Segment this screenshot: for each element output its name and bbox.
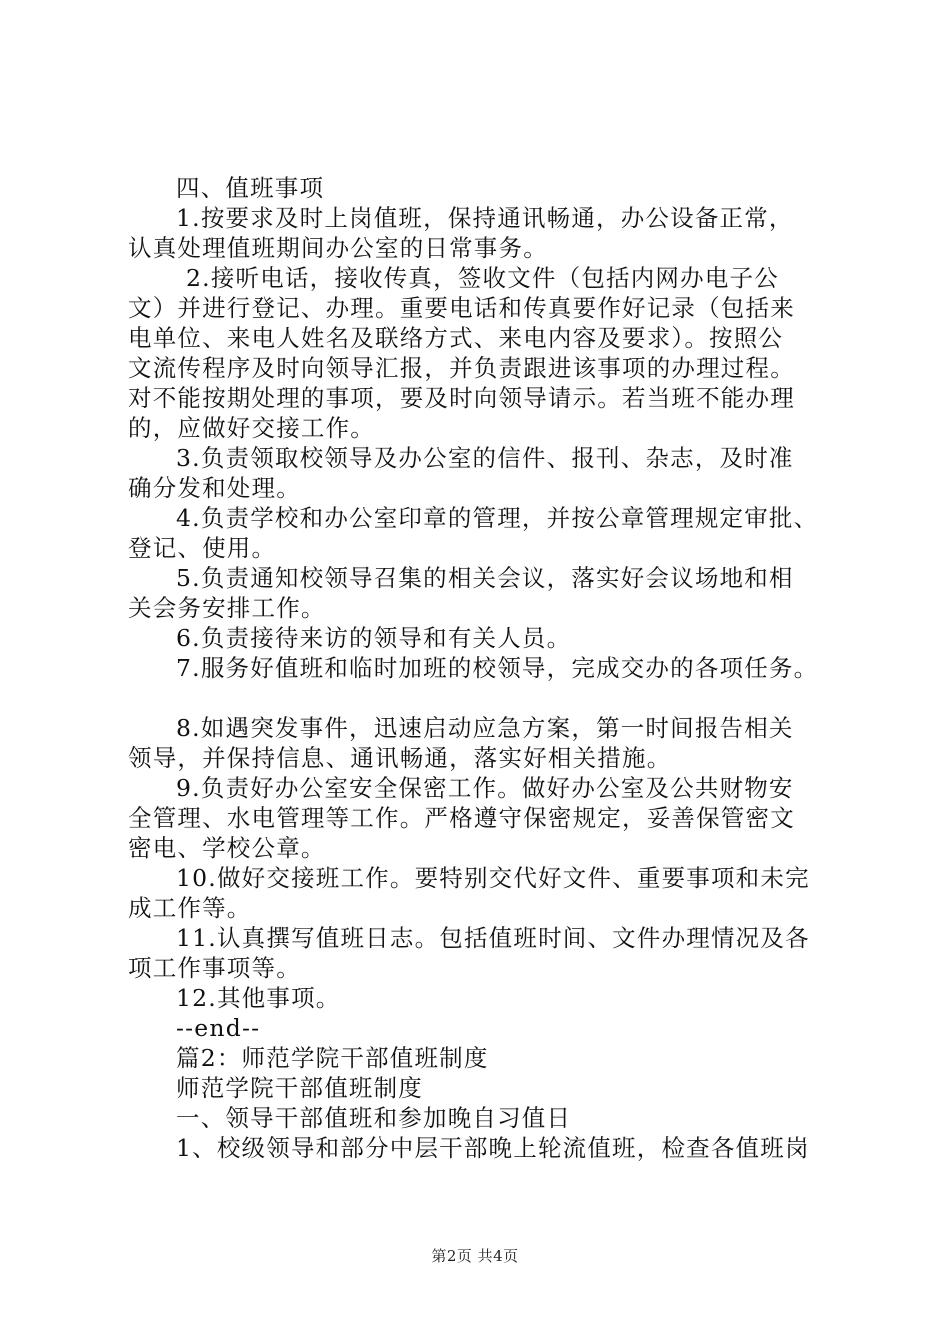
paragraph-line: 确分发和处理。 bbox=[128, 474, 301, 502]
document-body bbox=[128, 173, 840, 1163]
article-heading: 篇2：师范学院干部值班制度 bbox=[176, 1044, 489, 1072]
paragraph-line: 密电、学校公章。 bbox=[128, 834, 326, 862]
section-heading: 一、领导干部值班和参加晚自习值日 bbox=[176, 1104, 572, 1132]
blank-line bbox=[128, 683, 840, 713]
page-number: 第2页 共4页 bbox=[431, 1247, 519, 1265]
end-marker: --end-- bbox=[176, 1014, 261, 1042]
paragraph-line: 2.接听电话，接收传真，签收文件（包括内网办电子公 bbox=[186, 264, 779, 292]
paragraph-line: 成工作等。 bbox=[128, 894, 252, 922]
paragraph-line: 3.负责领取校领导及办公室的信件、报刊、杂志，及时准 bbox=[176, 444, 794, 472]
article-title: 师范学院干部值班制度 bbox=[176, 1074, 423, 1102]
paragraph-line: 10.做好交接班工作。要特别交代好文件、重要事项和未完 bbox=[176, 864, 810, 892]
paragraph-line: 认真处理值班期间办公室的日常事务。 bbox=[128, 234, 548, 262]
paragraph-line: 的，应做好交接工作。 bbox=[128, 414, 375, 442]
paragraph-line: 9.负责好办公室安全保密工作。做好办公室及公共财物安 bbox=[176, 774, 794, 802]
paragraph-line: 1、校级领导和部分中层干部晚上轮流值班，检查各值班岗 bbox=[176, 1134, 810, 1162]
paragraph-line: 4.负责学校和办公室印章的管理，并按公章管理规定审批、 bbox=[176, 504, 819, 532]
paragraph-line: 文流传程序及时向领导汇报，并负责跟进该事项的办理过程。 bbox=[128, 354, 795, 382]
paragraph-line: 8.如遇突发事件，迅速启动应急方案，第一时间报告相关 bbox=[176, 714, 794, 742]
paragraph-line: 关会务安排工作。 bbox=[128, 594, 326, 622]
paragraph-line: 11.认真撰写值班日志。包括值班时间、文件办理情况及各 bbox=[176, 924, 810, 952]
paragraph-line: 文）并进行登记、办理。重要电话和传真要作好记录（包括来 bbox=[128, 294, 795, 322]
paragraph-line: 对不能按期处理的事项，要及时向领导请示。若当班不能办理 bbox=[128, 384, 795, 412]
section-heading: 四、值班事项 bbox=[176, 174, 325, 202]
paragraph-line: 全管理、水电管理等工作。严格遵守保密规定，妥善保管密文 bbox=[128, 804, 795, 832]
paragraph-line: 7.服务好值班和临时加班的校领导，完成交办的各项任务。 bbox=[176, 654, 819, 682]
paragraph-line: 6.负责接待来访的领导和有关人员。 bbox=[176, 624, 572, 652]
paragraph-line: 电单位、来电人姓名及联络方式、来电内容及要求）。按照公 bbox=[128, 324, 784, 352]
paragraph-line: 12.其他事项。 bbox=[176, 984, 341, 1012]
paragraph-line: 5.负责通知校领导召集的相关会议，落实好会议场地和相 bbox=[176, 564, 794, 592]
paragraph-line: 登记、使用。 bbox=[128, 534, 277, 562]
paragraph-line: 领导，并保持信息、通讯畅通，落实好相关措施。 bbox=[128, 744, 672, 772]
paragraph-line: 1.按要求及时上岗值班，保持通讯畅通，办公设备正常， bbox=[176, 204, 794, 232]
paragraph-line: 项工作事项等。 bbox=[128, 954, 301, 982]
